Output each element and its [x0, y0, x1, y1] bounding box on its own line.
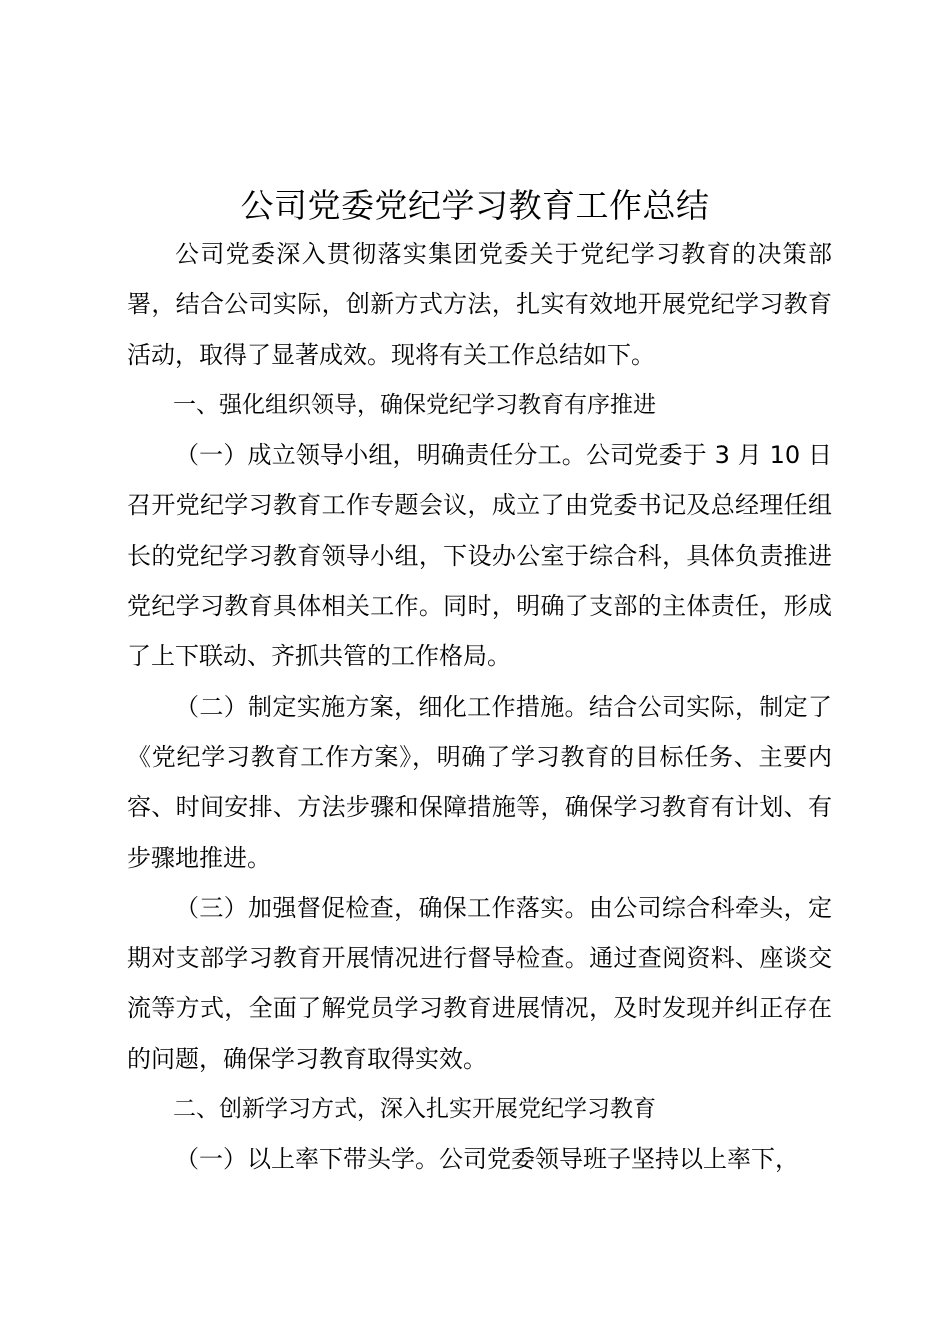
paragraph-2-1: （一）以上率下带头学。公司党委领导班子坚持以上率下， — [175, 1145, 799, 1174]
document-body — [127, 229, 832, 1185]
section-heading-1: 一、强化组织领导，确保党纪学习教育有序推进 — [173, 391, 656, 418]
intro-paragraph: 公司党委深入贯彻落实集团党委关于党纪学习教育的决策部署，结合公司实际，创新方式方法，扎实有效地开展党纪学习教育活动，取得了显著成效。现将有关工作总结如下。 — [127, 240, 832, 369]
paragraph-1-1: （一）成立领导小组，明确责任分工。公司党委于 3 月 10 日召开党纪学习教育工作专题会议，成立了由党委书记及总经理任组长的党纪学习教育领导小组，下设办公室于综合科，具体负责推进党纪学习教育具体相关工作。同时，明确了支部的主体责任，形成了上下联动、齐抓共管的工作格局。 — [127, 441, 832, 671]
document-title: 公司党委党纪学习教育工作总结 — [240, 186, 710, 225]
paragraph-1-3: （三）加强督促检查，确保工作落实。由公司综合科牵头，定期对支部学习教育开展情况进行督导检查。通过查阅资料、座谈交流等方式，全面了解党员学习教育进展情况，及时发现并纠正存在的问题，确保学习教育取得实效。 — [127, 893, 832, 1073]
section-heading-2: 二、创新学习方式，深入扎实开展党纪学习教育 — [173, 1096, 656, 1123]
paragraph-1-2: （二）制定实施方案，细化工作措施。结合公司实际，制定了《党纪学习教育工作方案》，明确了学习教育的目标任务、主要内容、时间安排、方法步骤和保障措施等，确保学习教育有计划、有步骤地推进。 — [127, 692, 832, 872]
